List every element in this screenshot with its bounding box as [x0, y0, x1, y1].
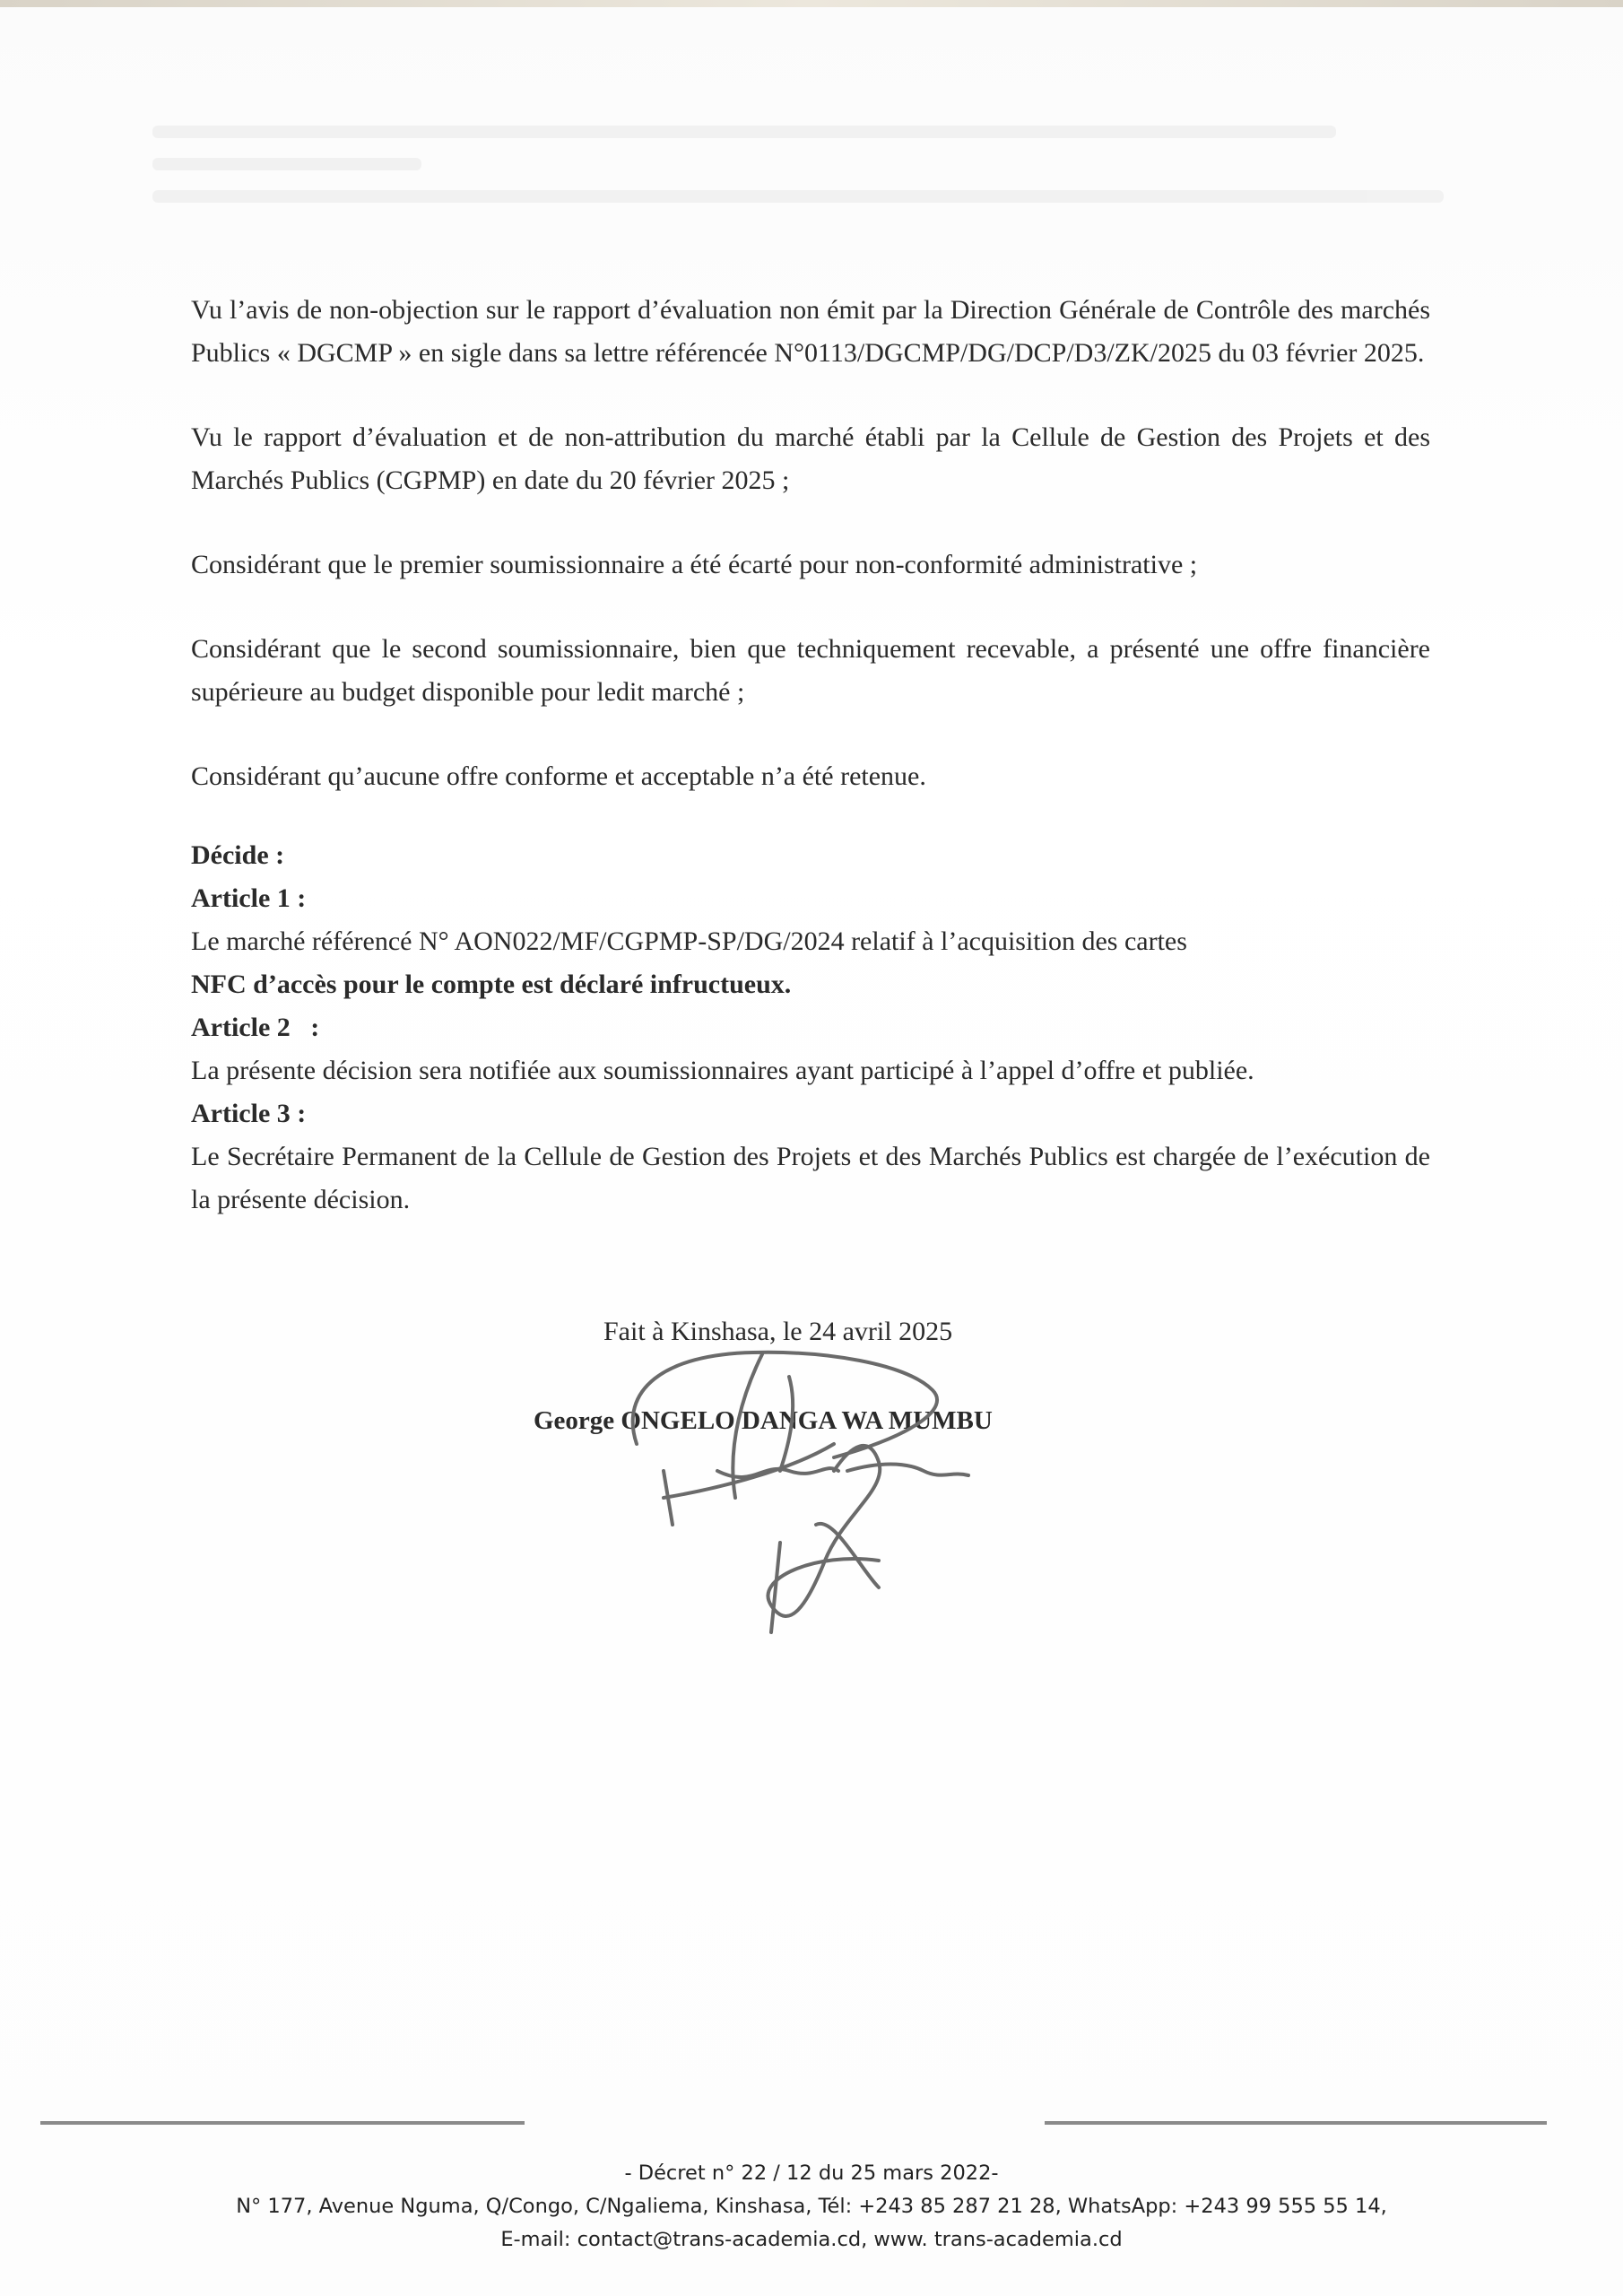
scan-edge — [0, 0, 1623, 7]
article-1-conclusion: NFC d’accès pour le compte est déclaré infructueux. — [191, 970, 792, 999]
paragraph-rapport: Vu le rapport d’évaluation et de non-attribution du marché établi par la Cellule de Gestion des Projets et des Marchés Publics (CGPMP) en date du 20 février 2025 ; — [191, 422, 1430, 495]
article-1-title: Article 1 : — [191, 883, 307, 913]
place-and-date: Fait à Kinshasa, le 24 avril 2025 — [603, 1317, 953, 1346]
article-2-title: Article 2 : — [191, 1013, 320, 1042]
paragraph-avis: Vu l’avis de non-objection sur le rapport d’évaluation non émit par la Direction Générale de Contrôle des marchés Publics « DGCMP » en sigle dans sa lettre référencée N°0113/DGCMP/DG/DCP/D3/ZK/2025 du 03 février 2025. — [191, 295, 1430, 368]
article-1-body: Le marché référencé N° AON022/MF/CGPMP-SP/DG/2024 relatif à l’acquisition des cartes — [191, 926, 1187, 956]
footer — [0, 2157, 1623, 2257]
article-1-text — [191, 920, 1430, 1006]
footer-rule-left — [40, 2121, 525, 2125]
paragraph-considerant-3: Considérant qu’aucune offre conforme et acceptable n’a été retenue. — [191, 761, 926, 791]
article-3-title: Article 3 : — [191, 1099, 307, 1128]
show-through-text — [152, 126, 1497, 260]
article-3-text: Le Secrétaire Permanent de la Cellule de Gestion des Projets et des Marchés Publics est chargée de l’exécution de la présente décision. — [191, 1142, 1430, 1214]
handwritten-signature — [610, 1336, 1040, 1641]
document-body — [191, 289, 1430, 1222]
footer-rule-right — [1045, 2121, 1547, 2125]
footer-contact: E-mail: contact@trans-academia.cd, www. trans-academia.cd — [500, 2228, 1123, 2251]
footer-address: N° 177, Avenue Nguma, Q/Congo, C/Ngaliema, Kinshasa, Tél: +243 85 287 21 28, WhatsApp: +243 99 555 55 14, — [236, 2195, 1387, 2218]
signatory-name: George ONGELO DANGA WA MUMBU — [534, 1406, 993, 1435]
footer-decree: - Décret n° 22 / 12 du 25 mars 2022- — [624, 2161, 999, 2185]
article-2-text: La présente décision sera notifiée aux soumissionnaires ayant participé à l’appel d’offre et publiée. — [191, 1056, 1254, 1085]
paragraph-considerant-1: Considérant que le premier soumissionnaire a été écarté pour non-conformité administrative ; — [191, 550, 1198, 579]
decision-heading: Décide : — [191, 840, 285, 870]
paragraph-considerant-2: Considérant que le second soumissionnaire, bien que techniquement recevable, a présenté une offre financière supérieure au budget disponible pour ledit marché ; — [191, 634, 1430, 707]
